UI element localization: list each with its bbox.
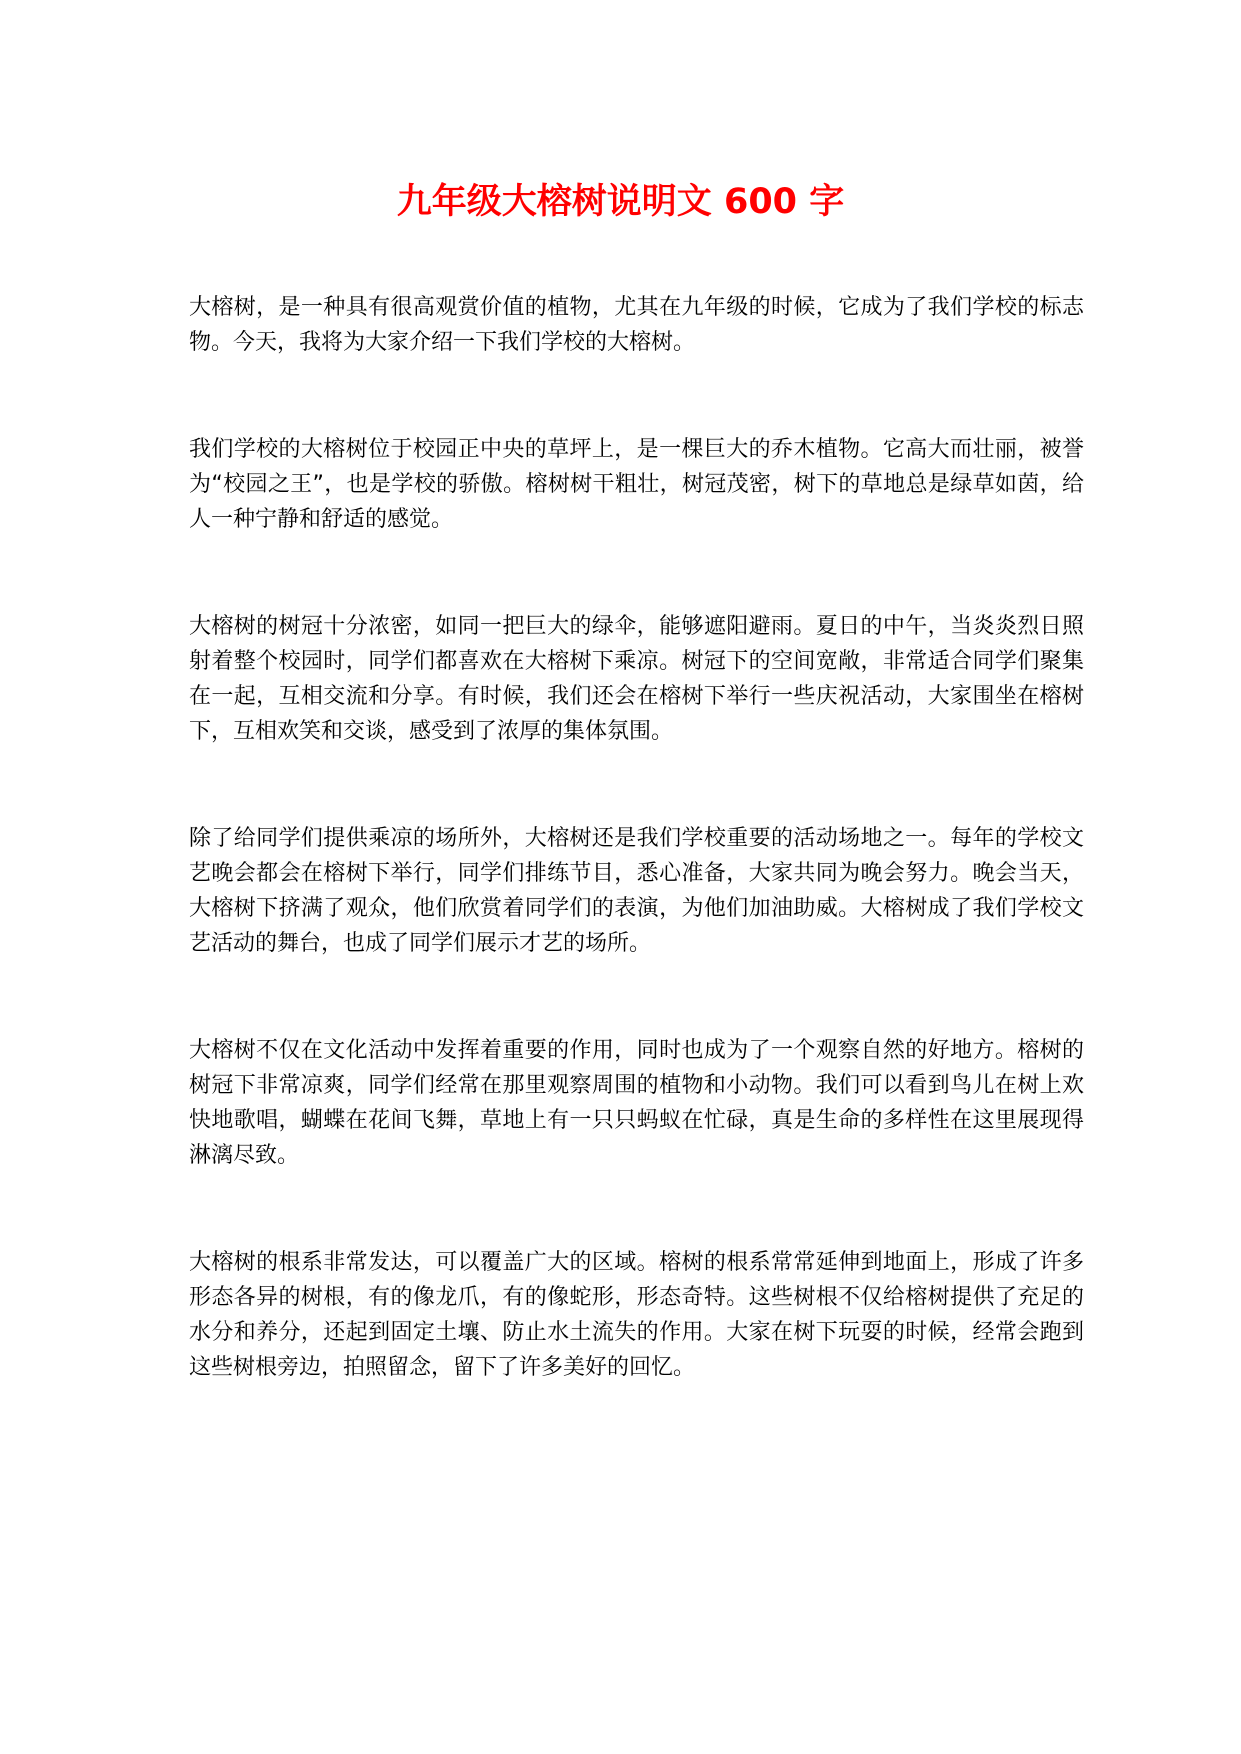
paragraph-2: 我们学校的大榕树位于校园正中央的草坪上，是一棵巨大的乔木植物。它高大而壮丽，被誉为“校园之王”，也是学校的骄傲。榕树树干粗壮，树冠茂密，树下的草地总是绿草如茵，给人一种宁静和舒适的感觉。 bbox=[189, 437, 1084, 532]
paragraph-5: 大榕树不仅在文化活动中发挥着重要的作用，同时也成为了一个观察自然的好地方。榕树的树冠下非常凉爽，同学们经常在那里观察周围的植物和小动物。我们可以看到鸟儿在树上欢快地歌唱，蝴蝶在花间飞舞，草地上有一只只蚂蚁在忙碌，真是生命的多样性在这里展现得淋漓尽致。 bbox=[189, 1038, 1084, 1168]
paragraph-3: 大榕树的树冠十分浓密，如同一把巨大的绿伞，能够遮阳避雨。夏日的中午，当炎炎烈日照射着整个校园时，同学们都喜欢在大榕树下乘凉。树冠下的空间宽敞，非常适合同学们聚集在一起，互相交流和分享。有时候，我们还会在榕树下举行一些庆祝活动，大家围坐在榕树下，互相欢笑和交谈，感受到了浓厚的集体氛围。 bbox=[189, 614, 1084, 744]
paragraph-1: 大榕树，是一种具有很高观赏价值的植物，尤其在九年级的时候，它成为了我们学校的标志物。今天，我将为大家介绍一下我们学校的大榕树。 bbox=[189, 295, 1084, 355]
paragraph-4: 除了给同学们提供乘凉的场所外，大榕树还是我们学校重要的活动场地之一。每年的学校文艺晚会都会在榕树下举行，同学们排练节目，悉心准备，大家共同为晚会努力。晚会当天，大榕树下挤满了观众，他们欣赏着同学们的表演，为他们加油助威。大榕树成了我们学校文艺活动的舞台，也成了同学们展示才艺的场所。 bbox=[189, 826, 1084, 956]
document-title: 九年级大榕树说明文 600 字 bbox=[396, 182, 845, 222]
document-body bbox=[189, 290, 1084, 1457]
paragraph-6: 大榕树的根系非常发达，可以覆盖广大的区域。榕树的根系常常延伸到地面上，形成了许多形态各异的树根，有的像龙爪，有的像蛇形，形态奇特。这些树根不仅给榕树提供了充足的水分和养分，还起到固定土壤、防止水土流失的作用。大家在树下玩耍的时候，经常会跑到这些树根旁边，拍照留念，留下了许多美好的回忆。 bbox=[189, 1250, 1084, 1380]
